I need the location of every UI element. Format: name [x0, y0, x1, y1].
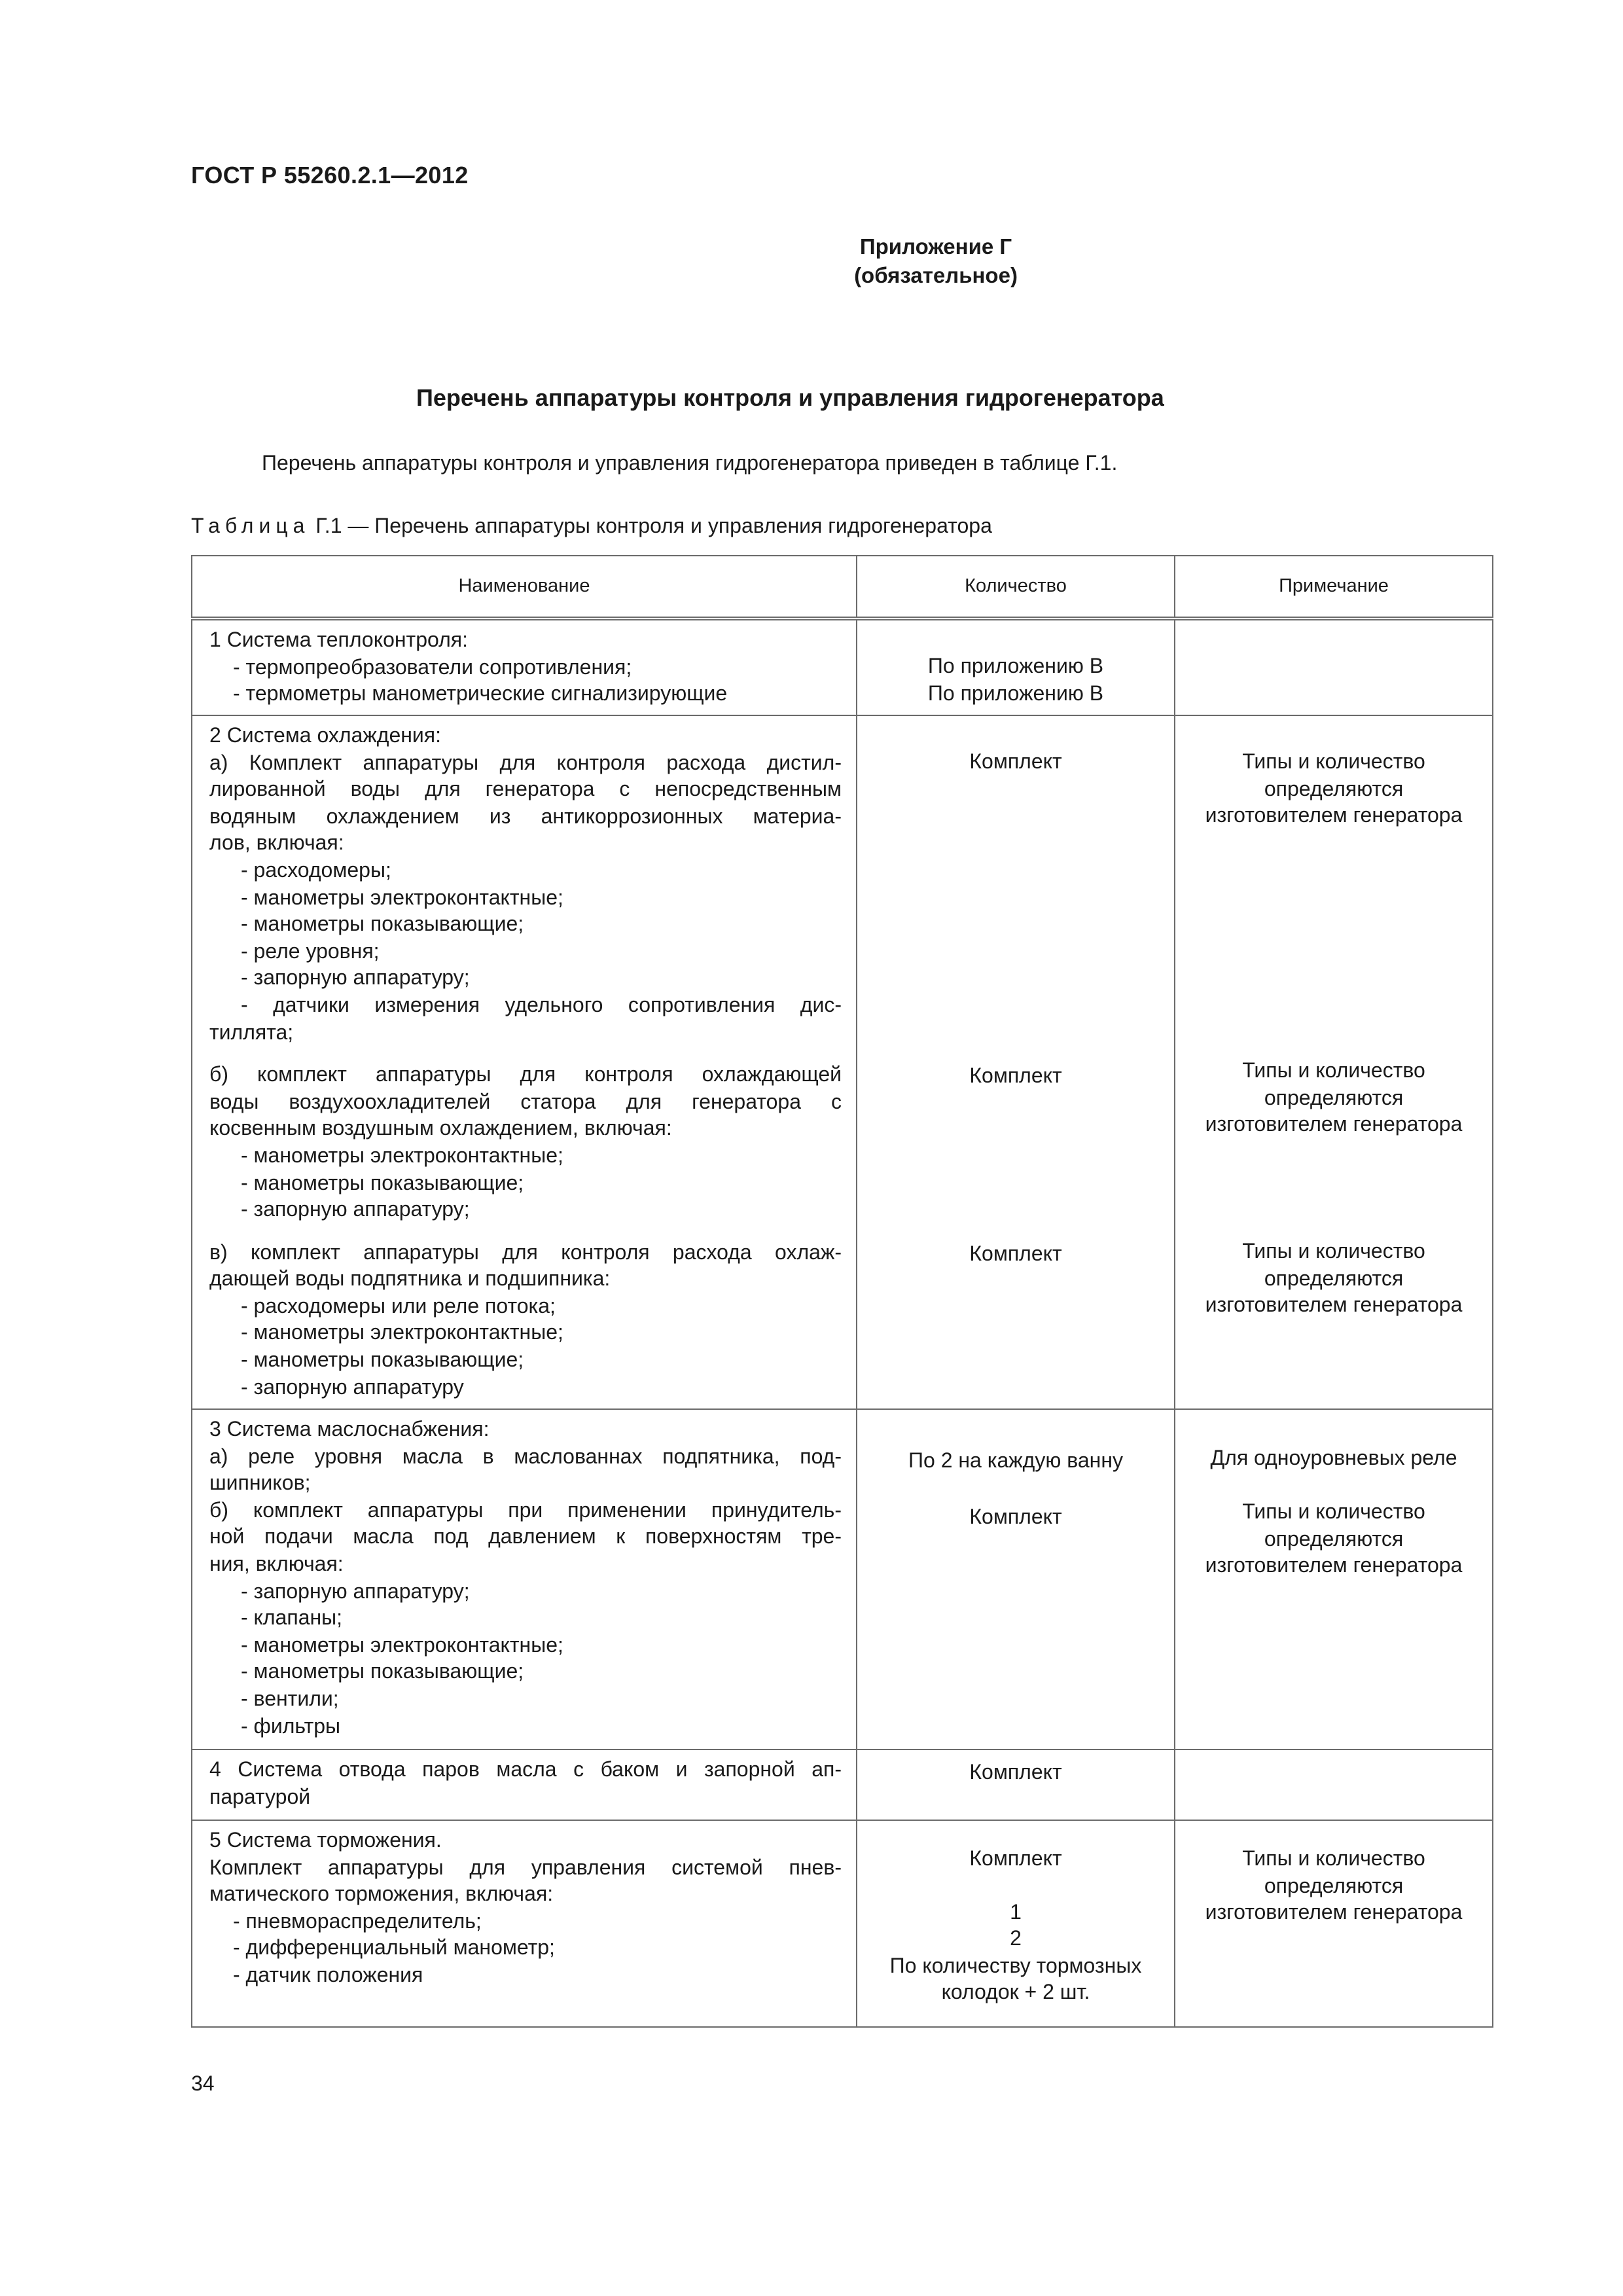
row-text: По приложению В: [927, 683, 1104, 706]
table-caption-word: Таблица: [191, 516, 310, 538]
row-text: - реле уровня;: [241, 941, 380, 963]
column-header-note: Примечание: [1175, 556, 1493, 619]
cell-quantity: [857, 715, 1175, 1409]
row-text: косвенным воздушным охлаждением, включая:: [209, 1118, 672, 1141]
row-text: - запорную аппаратуру;: [241, 1581, 470, 1604]
row-text: колодок + 2 шт.: [941, 1982, 1090, 2005]
row-text: - манометры показывающие;: [241, 914, 524, 937]
row-text: - манометры электроконтактные;: [241, 1634, 563, 1657]
cell-quantity: [857, 1820, 1175, 2027]
row-text: - пневмораспределитель;: [233, 1910, 482, 1933]
row-text: ния, включая:: [209, 1553, 344, 1576]
row-text: изготовителем генератора: [1205, 1114, 1463, 1137]
row-text: - фильтры: [241, 1715, 341, 1738]
row-text: По 2 на каждую ванну: [908, 1450, 1123, 1473]
cell-note: [1175, 715, 1493, 1409]
row-text: Типы и количество: [1242, 1501, 1425, 1524]
row-text: - запорную аппаратуру: [241, 1376, 464, 1399]
row-text: воды воздухоохладителей статора для генератора с: [209, 1091, 842, 1114]
row-text: изготовителем генератора: [1205, 805, 1463, 828]
row-text: - датчик положения: [233, 1964, 423, 1987]
row-text: дающей воды подпятника и подшипника:: [209, 1268, 611, 1291]
row-text: - манометры показывающие;: [241, 1350, 524, 1372]
note-block: [1175, 750, 1492, 831]
row-text: Комплект: [969, 1762, 1062, 1784]
row-text: По приложению В: [927, 656, 1104, 678]
cell-name: [192, 619, 857, 715]
table-row: [192, 1820, 1493, 2027]
cell-name: [192, 1409, 857, 1749]
row-text: лированной воды для генератора с непосредственным: [209, 779, 842, 802]
row-text: Комплект: [969, 1244, 1062, 1266]
appendix-status: (обязательное): [854, 264, 1018, 288]
row-text: - манометры электроконтактные;: [241, 1322, 563, 1345]
cell-name: [192, 715, 857, 1409]
page-number: 34: [191, 2073, 215, 2096]
row-text: - запорную аппаратуру;: [241, 1199, 470, 1222]
cell-note: [1175, 619, 1493, 715]
row-text: водяным охлаждением из антикоррозионных материа-: [209, 806, 842, 829]
row-text: определяются: [1264, 1875, 1404, 1898]
row-text: изготовителем генератора: [1205, 1902, 1463, 1925]
row-text: - термопреобразователи сопротивления;: [233, 656, 632, 679]
row-text: определяются: [1264, 1528, 1404, 1551]
table-caption-text: Г.1 — Перечень аппаратуры контроля и управления гидрогенератора: [315, 516, 992, 538]
note-block: [1175, 1240, 1492, 1321]
row-text: б) комплект аппаратуры для контроля охлаждающей: [209, 1064, 842, 1087]
row-text: По количеству тормозных: [889, 1955, 1142, 1978]
row-text: - манометры показывающие;: [241, 1172, 524, 1194]
row-text: определяются: [1264, 1087, 1404, 1110]
cell-note: [1175, 1749, 1493, 1820]
row-text: Типы и количество: [1242, 1848, 1425, 1871]
row-text: б) комплект аппаратуры при применении принудитель-: [209, 1499, 842, 1522]
cell-name: [192, 1749, 857, 1820]
row-text: шипников;: [209, 1473, 311, 1496]
table-caption: [191, 516, 992, 539]
cell-quantity: [857, 1749, 1175, 1820]
row-text: - запорную аппаратуру;: [241, 967, 470, 990]
row-text: Типы и количество: [1242, 1060, 1425, 1083]
row-text: а) реле уровня масла в маслованнах подпятника, под-: [209, 1446, 842, 1469]
row-text: - вентили;: [241, 1688, 339, 1711]
row-text: - термометры манометрические сигнализирующие: [233, 683, 728, 706]
row-text: - манометры электроконтактные;: [241, 887, 563, 910]
cell-quantity: [857, 1409, 1175, 1749]
table-row: [192, 715, 1493, 1409]
row-text: 2 Система охлаждения:: [209, 725, 441, 747]
row-text: Комплект: [969, 751, 1062, 774]
note-block: [1175, 1059, 1492, 1140]
row-text: Комплект: [969, 1507, 1062, 1529]
row-text: тиллята;: [209, 1022, 294, 1045]
row-text: изготовителем генератора: [1205, 1555, 1463, 1578]
appendix-heading: [0, 233, 1623, 291]
row-text: 1 Система теплоконтроля:: [209, 630, 468, 652]
appendix-label: Приложение Г: [859, 236, 1012, 259]
row-text: матического торможения, включая:: [209, 1884, 554, 1907]
cell-name: [192, 1820, 857, 2027]
row-text: определяются: [1264, 1268, 1404, 1291]
row-text: 5 Система торможения.: [209, 1830, 442, 1852]
table-row: [192, 619, 1493, 715]
row-text: 2: [1010, 1928, 1022, 1951]
row-text: паратурой: [209, 1786, 311, 1809]
row-text: ной подачи масла под давлением к поверхностям тре-: [209, 1526, 842, 1549]
table-header-row: [192, 556, 1493, 619]
cell-note: [1175, 1409, 1493, 1749]
row-text: - расходомеры;: [241, 859, 391, 882]
row-text: - манометры электроконтактные;: [241, 1145, 563, 1168]
row-text: - расходомеры или реле потока;: [241, 1295, 556, 1318]
row-text: 4 Система отвода паров масла с баком и запорной ап-: [209, 1759, 842, 1782]
row-text: Типы и количество: [1242, 1241, 1425, 1263]
cell-quantity: [857, 619, 1175, 715]
section-title: Перечень аппаратуры контроля и управления гидрогенератора: [416, 385, 1164, 411]
table-row: [192, 1749, 1493, 1820]
row-text: Комплект: [969, 1848, 1062, 1871]
standard-code: ГОСТ Р 55260.2.1—2012: [191, 162, 469, 188]
row-text: 1: [1010, 1901, 1022, 1924]
row-text: лов, включая:: [209, 833, 344, 855]
row-text: 3 Система маслоснабжения:: [209, 1419, 490, 1441]
table-row: [192, 1409, 1493, 1749]
row-text: определяются: [1264, 778, 1404, 801]
row-text: Для одноуровневых реле: [1210, 1448, 1457, 1470]
row-text: Типы и количество: [1242, 751, 1425, 774]
row-text: Комплект: [969, 1066, 1062, 1088]
column-header-quantity: Количество: [857, 556, 1175, 619]
row-text: Комплект аппаратуры для управления системой пнев-: [209, 1857, 842, 1880]
column-header-name: Наименование: [192, 556, 857, 619]
row-text: изготовителем генератора: [1205, 1295, 1463, 1318]
intro-paragraph: Перечень аппаратуры контроля и управления гидрогенератора приведен в таблице Г.1.: [262, 453, 1118, 475]
row-text: а) Комплект аппаратуры для контроля расхода дистил-: [209, 752, 842, 775]
cell-note: [1175, 1820, 1493, 2027]
row-text: - дифференциальный манометр;: [233, 1937, 555, 1960]
note-block: [1175, 1500, 1492, 1581]
row-text: - датчики измерения удельного сопротивления дис-: [241, 994, 842, 1017]
row-text: - манометры показывающие;: [241, 1661, 524, 1684]
row-text: в) комплект аппаратуры для контроля расхода охлаж-: [209, 1242, 842, 1265]
equipment-table: [191, 555, 1493, 2028]
row-text: - клапаны;: [241, 1607, 343, 1630]
